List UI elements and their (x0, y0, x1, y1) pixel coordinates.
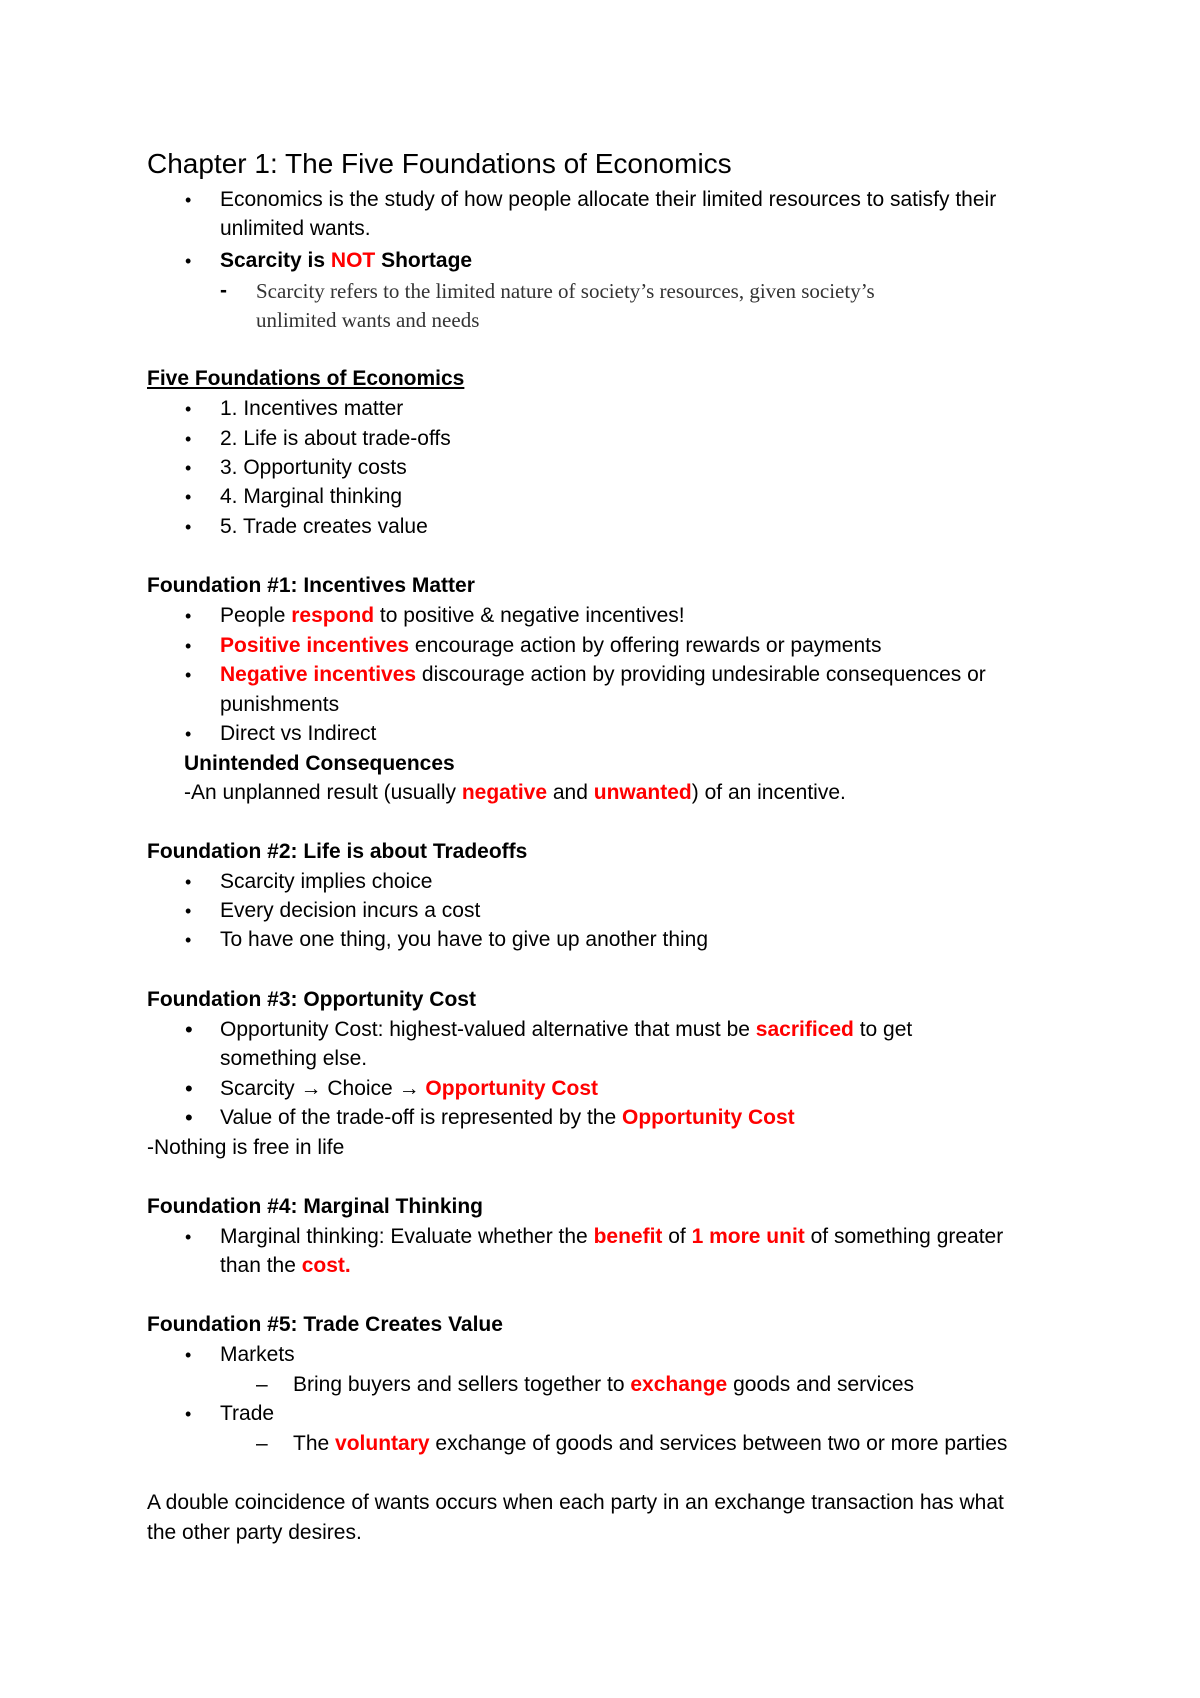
f3-bullet-1-line-2: something else. (220, 1047, 368, 1070)
f3-note: -Nothing is free in life (147, 1136, 345, 1159)
intro-sub-line-1: Scarcity refers to the limited nature of society’s resources, given society’s (256, 279, 875, 303)
five-item-2: 2. Life is about trade-offs (220, 427, 451, 450)
f5-trade-sub: The voluntary exchange of goods and services between two or more parties (293, 1432, 1008, 1455)
bullet-icon: • (185, 901, 192, 921)
f1-bullet-2: Positive incentives encourage action by offering rewards or payments (220, 634, 882, 657)
foundation-2-heading: Foundation #2: Life is about Tradeoffs (147, 840, 528, 863)
foundation-4-heading: Foundation #4: Marginal Thinking (147, 1195, 483, 1218)
f1-bullet-4: Direct vs Indirect (220, 722, 377, 745)
f2-item-1: Scarcity implies choice (220, 870, 433, 893)
bullet-icon: • (185, 872, 192, 892)
bullet-icon: • (185, 429, 192, 449)
bullet-icon: • (185, 930, 192, 950)
bullet-icon: • (185, 724, 192, 744)
five-item-4: 4. Marginal thinking (220, 485, 403, 508)
bullet-icon: • (185, 1017, 193, 1042)
f3-bullet-3: Value of the trade-off is represented by the Opportunity Cost (220, 1106, 795, 1129)
f5-markets-sub: Bring buyers and sellers together to exchange goods and services (293, 1373, 915, 1396)
bullet-icon: • (185, 487, 192, 507)
intro-bullet-1-line-2: unlimited wants. (220, 217, 371, 240)
f4-bullet-1-line-2: than the cost. (220, 1254, 351, 1277)
f1-bullet-1: People respond to positive & negative incentives! (220, 604, 685, 627)
five-item-5: 5. Trade creates value (220, 515, 428, 538)
foundation-5-heading: Foundation #5: Trade Creates Value (147, 1313, 503, 1336)
five-item-1: 1. Incentives matter (220, 397, 404, 420)
f2-item-2: Every decision incurs a cost (220, 899, 481, 922)
foundation-1-heading: Foundation #1: Incentives Matter (147, 574, 475, 597)
bullet-icon: • (185, 458, 192, 478)
unintended-consequences-heading: Unintended Consequences (184, 752, 455, 775)
f2-item-3: To have one thing, you have to give up another thing (220, 928, 709, 951)
foundation-3-heading: Foundation #3: Opportunity Cost (147, 988, 476, 1011)
five-item-3: 3. Opportunity costs (220, 456, 407, 479)
bullet-icon: • (185, 606, 192, 626)
arrow-icon: → (398, 1077, 420, 1100)
bullet-icon: • (185, 665, 192, 685)
dash-icon: – (256, 1373, 268, 1396)
bullet-icon: • (185, 399, 192, 419)
bullet-icon: • (185, 1076, 193, 1101)
bullet-icon: • (185, 1105, 193, 1130)
dash-icon: – (256, 1432, 268, 1455)
f3-bullet-1-line-1: Opportunity Cost: highest-valued alternative that must be sacrificed to get (220, 1018, 913, 1041)
five-foundations-heading: Five Foundations of Economics (147, 367, 465, 390)
bullet-icon: • (185, 1404, 192, 1424)
unintended-consequences-text: -An unplanned result (usually negative and unwanted) of an incentive. (184, 781, 846, 804)
intro-bullet-1-line-1: Economics is the study of how people allocate their limited resources to satisfy their (220, 188, 997, 211)
f1-bullet-3-line-2: punishments (220, 693, 340, 716)
bullet-icon: • (185, 1345, 192, 1365)
bullet-icon: • (185, 517, 192, 537)
f3-bullet-2: Scarcity → Choice → Opportunity Cost (220, 1077, 599, 1100)
f5-markets: Markets (220, 1343, 295, 1366)
bullet-icon: • (185, 1227, 192, 1247)
intro-bullet-2: Scarcity is NOT Shortage (220, 249, 473, 272)
page-title: Chapter 1: The Five Foundations of Economics (147, 148, 732, 179)
arrow-icon: → (300, 1077, 322, 1100)
f4-bullet-1-line-1: Marginal thinking: Evaluate whether the benefit of 1 more unit of something greater (220, 1225, 1004, 1248)
closing-line-2: the other party desires. (147, 1521, 362, 1544)
bullet-icon: • (185, 636, 192, 656)
dash-icon: - (220, 279, 227, 302)
f1-bullet-3-line-1: Negative incentives discourage action by providing undesirable consequences or (220, 663, 986, 686)
intro-sub-line-2: unlimited wants and needs (256, 308, 480, 332)
closing-line-1: A double coincidence of wants occurs when each party in an exchange transaction has what (147, 1491, 1004, 1514)
bullet-icon: • (185, 190, 192, 210)
bullet-icon: • (185, 251, 192, 271)
f5-trade: Trade (220, 1402, 275, 1425)
